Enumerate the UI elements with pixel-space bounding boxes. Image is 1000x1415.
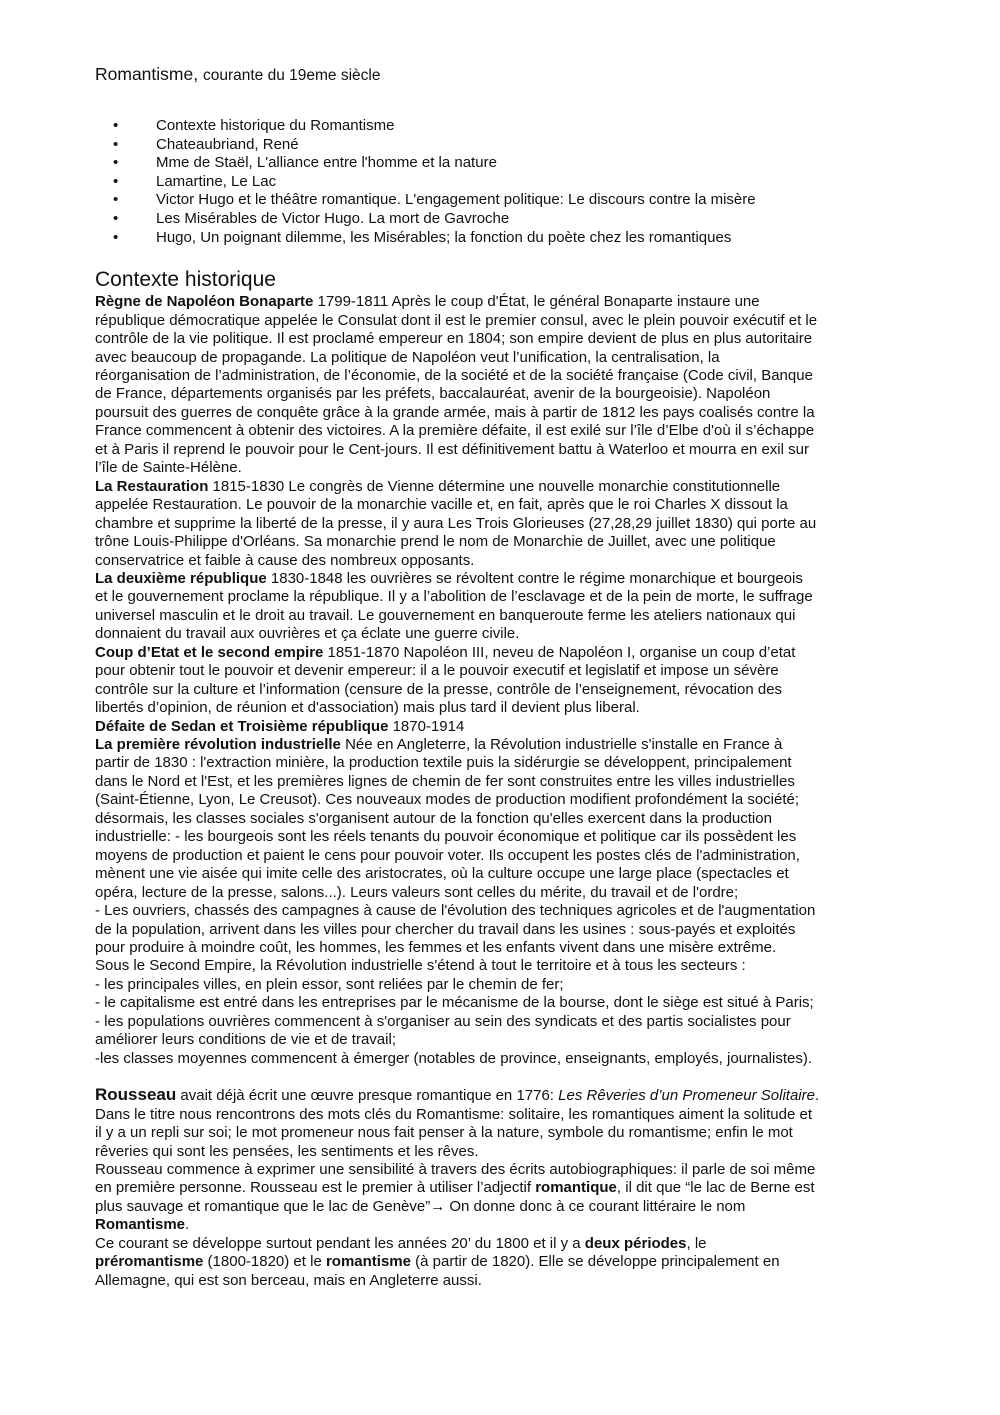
bullet-icon: • bbox=[113, 172, 119, 190]
paragraph-rousseau: Rousseau avait déjà écrit une œuvre presque romantique en 1776: Les Rêveries d’un Promeneur Solitaire. Dans le titre nous rencontrons des mots clés du Romantisme: solitaire, les romantiques aiment la solitude et il y a un repli sur soi; le mot promeneur nous fait penser à la nature, symbole du romantisme; enfin le mot rêveries qui sont les pensées, les sentiments et les rêves. Rousseau commence à exprimer une sensibilité à travers des écrits autobiographiques: il parle de soi même en première personne. Rousseau est le premier à utiliser l’adjectif romantique, il dit que “le lac de Berne est plus sauvage et romantique que le lac de Genève”→ On donne donc à ce courant littéraire le nom Romantisme. Ce courant se développe surtout pendant les années 20’ du 1800 et il y a deux périodes, le préromantisme (1800-1820) et le romantisme (à partir de 1820). Elle se développe principalement en Allemagne, qui est son berceau, mais en Angleterre aussi. bbox=[95, 1085, 820, 1289]
industrie-title: La première révolution industrielle bbox=[95, 736, 341, 754]
document-page bbox=[95, 62, 910, 1290]
bullet-icon: • bbox=[113, 209, 119, 227]
paragraph-restauration: La Restauration 1815-1830 Le congrès de Vienne détermine une nouvelle monarchie constitutionnelle appelée Restauration. Le pouvoir de la monarchie vacille et, en fait, après que le roi Charles X dissout la chambre et supprime la liberté de la presse, il y aura Les Trois Glorieuses (27,28,29 juillet 1830) qui porte au trône Louis-Philippe d'Orléans. Sa monarchie prend le nom de Monarchie de Juillet, avec une politique conservatrice et faible à cause des nombreux opposants. bbox=[95, 477, 817, 569]
table-of-contents bbox=[95, 117, 910, 247]
paragraph-industrie: La première révolution industrielle Née en Angleterre, la Révolution industrielle s'installe en France à partir de 1830 : l'extraction minière, la production textile puis la sidérurgie se développent, principalement dans le Nord et l'Est, et les premières lignes de chemin de fer sont construites entre les villes industrielles (Saint-Étienne, Lyon, Le Creusot). Ces nouveaux modes de production modifient profondément la société; désormais, les classes sociales s'organisent autour de la fonction qu'elles exercent dans la production industrielle: - les bourgeois sont les réels tenants du pouvoir économique et politique car ils possèdent les moyens de production et paient le cens pour pouvoir voter. Ils occupent les postes clés de l'administration, mènent une vie aisée qui imite celle des aristocrates, où la culture occupe une large place (spectacles et opéra, lecture de la presse, salons...). Leurs valeurs sont celles du mérite, du travail et de l'ordre; - Les ouvriers, chassés des campagnes à cause de l'évolution des techniques agricoles et de l'augmentation de la population, arrivent dans les villes pour chercher du travail dans les usines : sous-payés et exploités pour produire à moindre coût, les hommes, les femmes et les enfants vivent dans une misère extrême. Sous le Second Empire, la Révolution industrielle s'étend à tout le territoire et à tous les secteurs : - les principales villes, en plein essor, sont reliées par le chemin de fer; - le capitalisme est entré dans les entreprises par le mécanisme de la bourse, dont le siège est situé à Paris; - les populations ouvrières commencent à s'organiser au sein des syndicats et des partis socialistes pour améliorer leurs conditions de vie et de travail; -les classes moyennes commencent à émerger (notables de province, enseignants, employés, journalistes). bbox=[95, 736, 816, 1067]
section-heading: Contexte historique bbox=[95, 268, 276, 292]
bullet-icon: • bbox=[113, 191, 119, 209]
napoleon-title: Règne de Napoléon Bonaparte bbox=[95, 293, 314, 311]
toc-item: • Chateaubriand, René bbox=[113, 135, 299, 153]
toc-item: • Hugo, Un poignant dilemme, les Misérables; la fonction du poète chez les romantiques bbox=[113, 228, 732, 246]
bullet-icon: • bbox=[113, 135, 119, 153]
title-main: Romantisme, bbox=[95, 64, 199, 84]
toc-item: • Victor Hugo et le théâtre romantique. L'engagement politique: Le discours contre la misère bbox=[113, 191, 756, 209]
toc-item: • Contexte historique du Romantisme bbox=[113, 117, 395, 134]
toc-item: • Les Misérables de Victor Hugo. La mort de Gavroche bbox=[113, 209, 510, 227]
bullet-icon: • bbox=[113, 228, 119, 246]
paragraph-empire: Coup d’Etat et le second empire 1851-1870 Napoléon III, neveu de Napoléon I, organise un coup d’etat pour obtenir tout le pouvoir et devenir empereur: il a le pouvoir executif et legislatif et impose un sévère contrôle sur la culture et l’information (censure de la presse, contrôle de l’enseignement, révocation des libertés d’opinion, de réunion et d'association) mais plus tard il devient plus liberal. bbox=[95, 643, 796, 717]
bullet-icon: • bbox=[113, 154, 119, 172]
paragraph-republique: La deuxième république 1830-1848 les ouvrières se révoltent contre le régime monarchique et bourgeois et le gouvernement proclame la république. Il y a l’abolition de l’esclavage et de la pein de morte, le suffrage universel masculin et le droit au travail. Le gouvernement en banqueroute ferme les ateliers nationaux qui donnaient du travail aux ouvrières et ça éclate une guerre civile. bbox=[95, 569, 813, 643]
paragraph-napoleon: Règne de Napoléon Bonaparte 1799-1811 Après le coup d'État, le général Bonaparte instaure une république démocratique appelée le Consulat dont il est le premier consul, avec le plein pouvoir exécutif et le contrôle de la vie politique. Il est proclamé empereur en 1804; son empire devient de plus en plus autoritaire avec beaucoup de propagande. La politique de Napoléon veut l’unification, la centralisation, la réorganisation de l’administration, de l’économie, de la société et de la société française (Code civil, Banque de France, départements organisés par les préfets, baccalauréat, avenir de la bourgeoisie). Napoléon poursuit des guerres de conquête grâce à la grande armée, mais à partir de 1812 les pays coalisés contre la France commencent à obtenir des victoires. A la première défaite, il est exilé sur l’île d’Elbe d'où il s’échappe et à Paris il reprend le pouvoir pour le Cent-jours. Il est définitivement battu à Waterloo et mourra en exil sur l’île de Sainte-Hélène. bbox=[95, 293, 818, 477]
republique-title: La deuxième république bbox=[95, 569, 267, 587]
rousseau-name: Rousseau bbox=[95, 1085, 177, 1105]
document-title bbox=[95, 62, 910, 88]
title-subtitle: courante du 19eme siècle bbox=[202, 67, 381, 84]
rousseau-work-title: Les Rêveries d’un Promeneur Solitaire bbox=[558, 1087, 815, 1105]
toc-item: • Lamartine, Le Lac bbox=[113, 172, 277, 190]
paragraph-sedan: Défaite de Sedan et Troisième république 1870-1914 bbox=[95, 717, 465, 735]
restauration-title: La Restauration bbox=[95, 477, 209, 495]
toc-item: • Mme de Staël, L'alliance entre l'homme et la nature bbox=[113, 154, 497, 172]
empire-title: Coup d’Etat et le second empire bbox=[95, 643, 324, 661]
sedan-title: Défaite de Sedan et Troisième république bbox=[95, 717, 389, 735]
bullet-icon: • bbox=[113, 117, 119, 134]
